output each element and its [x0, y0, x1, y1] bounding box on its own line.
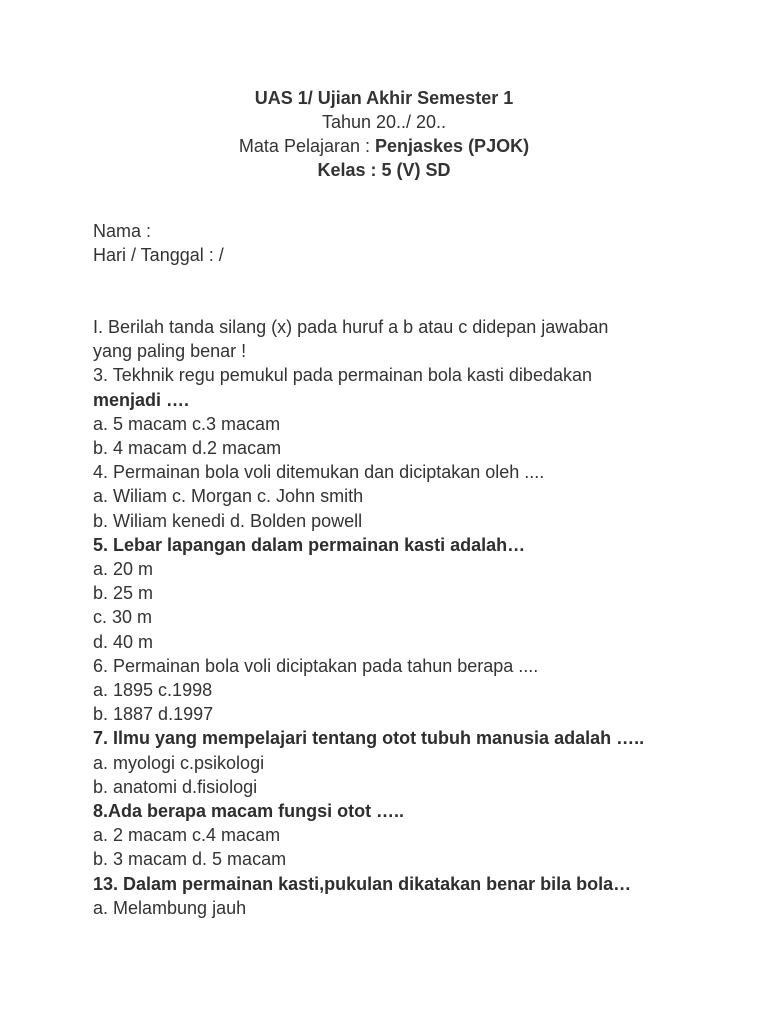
question-4-option: b. Wiliam kenedi d. Bolden powell: [93, 510, 363, 531]
question-6-text: 6. Permainan bola voli diciptakan pada tahun berapa ....: [93, 655, 539, 676]
question-3-text-cont: menjadi ….: [93, 389, 190, 410]
date-field-label: Hari / Tanggal : /: [93, 245, 224, 265]
question-4-option: a. Wiliam c. Morgan c. John smith: [93, 486, 364, 507]
question-4-text: 4. Permainan bola voli ditemukan dan diciptakan oleh ....: [93, 462, 545, 483]
exam-header: [0, 86, 768, 182]
question-3-text: 3. Tekhnik regu pemukul pada permainan bola kasti dibedakan: [93, 365, 592, 386]
question-3-option: b. 4 macam d.2 macam: [93, 438, 282, 459]
instructions-line-2: yang paling benar !: [93, 341, 247, 362]
exam-class: Kelas : 5 (V) SD: [317, 160, 451, 180]
subject-label: Mata Pelajaran :: [238, 136, 375, 156]
question-7-text: 7. Ilmu yang mempelajari tentang otot tubuh manusia adalah …..: [93, 728, 645, 749]
student-info: [93, 219, 224, 267]
exam-subject: [0, 134, 768, 158]
question-3-option: a. 5 macam c.3 macam: [93, 413, 281, 434]
name-field-label: Nama :: [93, 221, 152, 241]
question-13-text: 13. Dalam permainan kasti,pukulan dikatakan benar bila bola…: [93, 873, 632, 894]
exam-body: [93, 315, 673, 920]
question-8-option: a. 2 macam c.4 macam: [93, 825, 281, 846]
exam-year: Tahun 20../ 20..: [321, 112, 447, 132]
exam-title: UAS 1/ Ujian Akhir Semester 1: [254, 88, 514, 108]
question-8-text: 8.Ada berapa macam fungsi otot …..: [93, 801, 405, 822]
question-5-option: d. 40 m: [93, 631, 154, 652]
question-7-option: b. anatomi d.fisiologi: [93, 776, 258, 797]
question-6-option: b. 1887 d.1997: [93, 704, 214, 725]
question-5-option: b. 25 m: [93, 583, 154, 604]
question-5-option: a. 20 m: [93, 559, 154, 580]
question-7-option: a. myologi c.psikologi: [93, 752, 265, 773]
instructions-line-1: I. Berilah tanda silang (x) pada huruf a b atau c didepan jawaban: [93, 317, 609, 337]
subject-value: Penjaskes (PJOK): [375, 136, 530, 156]
question-5-option: c. 30 m: [93, 607, 153, 628]
question-8-option: b. 3 macam d. 5 macam: [93, 849, 287, 870]
question-5-text: 5. Lebar lapangan dalam permainan kasti adalah…: [93, 534, 526, 555]
question-6-option: a. 1895 c.1998: [93, 680, 213, 701]
question-13-option: a. Melambung jauh: [93, 897, 247, 918]
